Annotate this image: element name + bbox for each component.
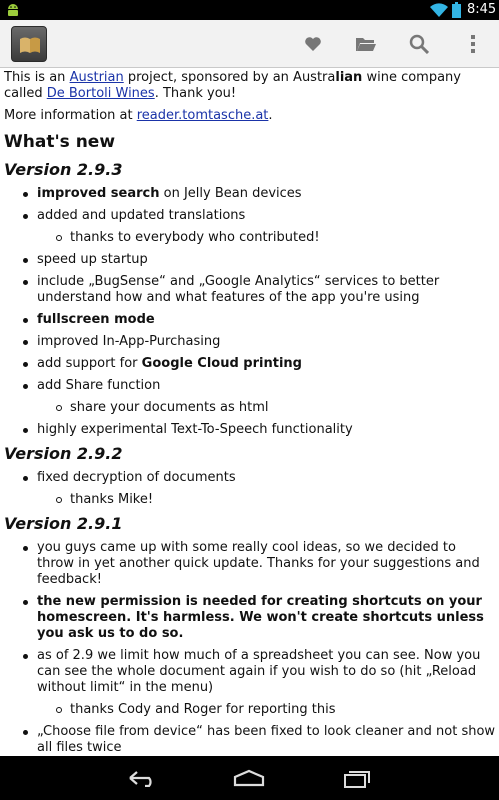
item-bold: fullscreen mode: [37, 312, 155, 327]
item-text: on Jelly Bean devices: [159, 186, 302, 201]
list-item: improved In-App-Purchasing: [37, 334, 496, 350]
whats-new-heading: What's new: [4, 132, 116, 152]
item-bold: the new permission is needed for creating shortcuts on your homescreen. It's harmless. We won't create shortcuts unless you ask us to do so.: [37, 594, 484, 641]
list-item: [37, 594, 496, 642]
sub-list-item: share your documents as html: [70, 400, 496, 416]
more-info-text: .: [268, 108, 273, 123]
android-notification-icon: [5, 2, 21, 18]
list-item: [37, 186, 496, 202]
version-heading: Version 2.9.3: [4, 160, 123, 179]
changelog-list: [4, 186, 496, 438]
reader-app-icon[interactable]: [11, 26, 47, 62]
sub-list: [37, 492, 496, 508]
more-info-paragraph: [4, 108, 496, 124]
list-item: [37, 356, 496, 372]
sub-list-item: thanks Mike!: [70, 492, 496, 508]
status-clock: 8:45: [467, 2, 497, 17]
favorite-icon[interactable]: [299, 30, 327, 58]
intro-text: project, sponsored by an Austra: [123, 70, 336, 85]
list-item: highly experimental Text-To-Speech functionality: [37, 422, 496, 438]
more-info-text: More information at: [4, 108, 137, 123]
de-bortoli-link[interactable]: De Bortoli Wines: [46, 86, 155, 101]
intro-paragraph: [4, 70, 496, 102]
item-text: add support for: [37, 356, 142, 371]
battery-icon: [452, 2, 461, 18]
recent-apps-icon[interactable]: [340, 766, 376, 790]
changelog-list: [4, 470, 496, 508]
search-icon[interactable]: [405, 30, 433, 58]
back-icon[interactable]: [124, 766, 160, 790]
intro-text: wine company called: [4, 70, 461, 101]
changelog-content[interactable]: [0, 68, 499, 756]
list-item: [37, 648, 496, 718]
item-text: fixed decryption of documents: [37, 470, 236, 485]
action-bar: [0, 20, 499, 68]
list-item: include „BugSense“ and „Google Analytics“ services to better understand how and what features of the app you're using: [37, 274, 496, 306]
sub-list: [37, 400, 496, 416]
navigation-bar: [0, 756, 499, 800]
intro-text-bold: lian: [335, 70, 363, 85]
sub-list-item: thanks Cody and Roger for reporting this: [70, 702, 496, 718]
austrian-link[interactable]: Austrian: [69, 70, 124, 85]
sub-list: [37, 702, 496, 718]
changelog-list: [4, 540, 496, 756]
list-item: „Choose file from device“ has been fixed to look cleaner and not show all files twice: [37, 724, 496, 755]
wifi-icon: [430, 2, 448, 18]
item-text: as of 2.9 we limit how much of a spreadsheet you can see. Now you can see the whole document again if you wish to do so (hit „Reload without limit“ in the menu): [37, 648, 481, 695]
sub-list-item: thanks to everybody who contributed!: [70, 230, 496, 246]
version-heading: Version 2.9.1: [4, 514, 123, 533]
home-icon[interactable]: [231, 766, 267, 790]
status-bar: [0, 0, 499, 20]
list-item: [37, 312, 496, 328]
list-item: speed up startup: [37, 252, 496, 268]
sub-list: [37, 230, 496, 246]
intro-text: This is an: [4, 70, 70, 85]
item-text: add Share function: [37, 378, 161, 393]
list-item: [37, 470, 496, 508]
folder-open-icon[interactable]: [352, 30, 380, 58]
version-heading: Version 2.9.2: [4, 444, 123, 463]
overflow-menu-icon[interactable]: [459, 30, 487, 58]
item-text: added and updated translations: [37, 208, 246, 223]
website-link[interactable]: reader.tomtasche.at: [136, 108, 269, 123]
intro-text: . Thank you!: [154, 86, 237, 101]
item-bold: improved search: [37, 186, 160, 201]
item-bold: Google Cloud printing: [141, 356, 302, 371]
list-item: you guys came up with some really cool ideas, so we decided to throw in yet another quick update. Thanks for your suggestions and feedback!: [37, 540, 496, 588]
list-item: [37, 208, 496, 246]
list-item: [37, 378, 496, 416]
